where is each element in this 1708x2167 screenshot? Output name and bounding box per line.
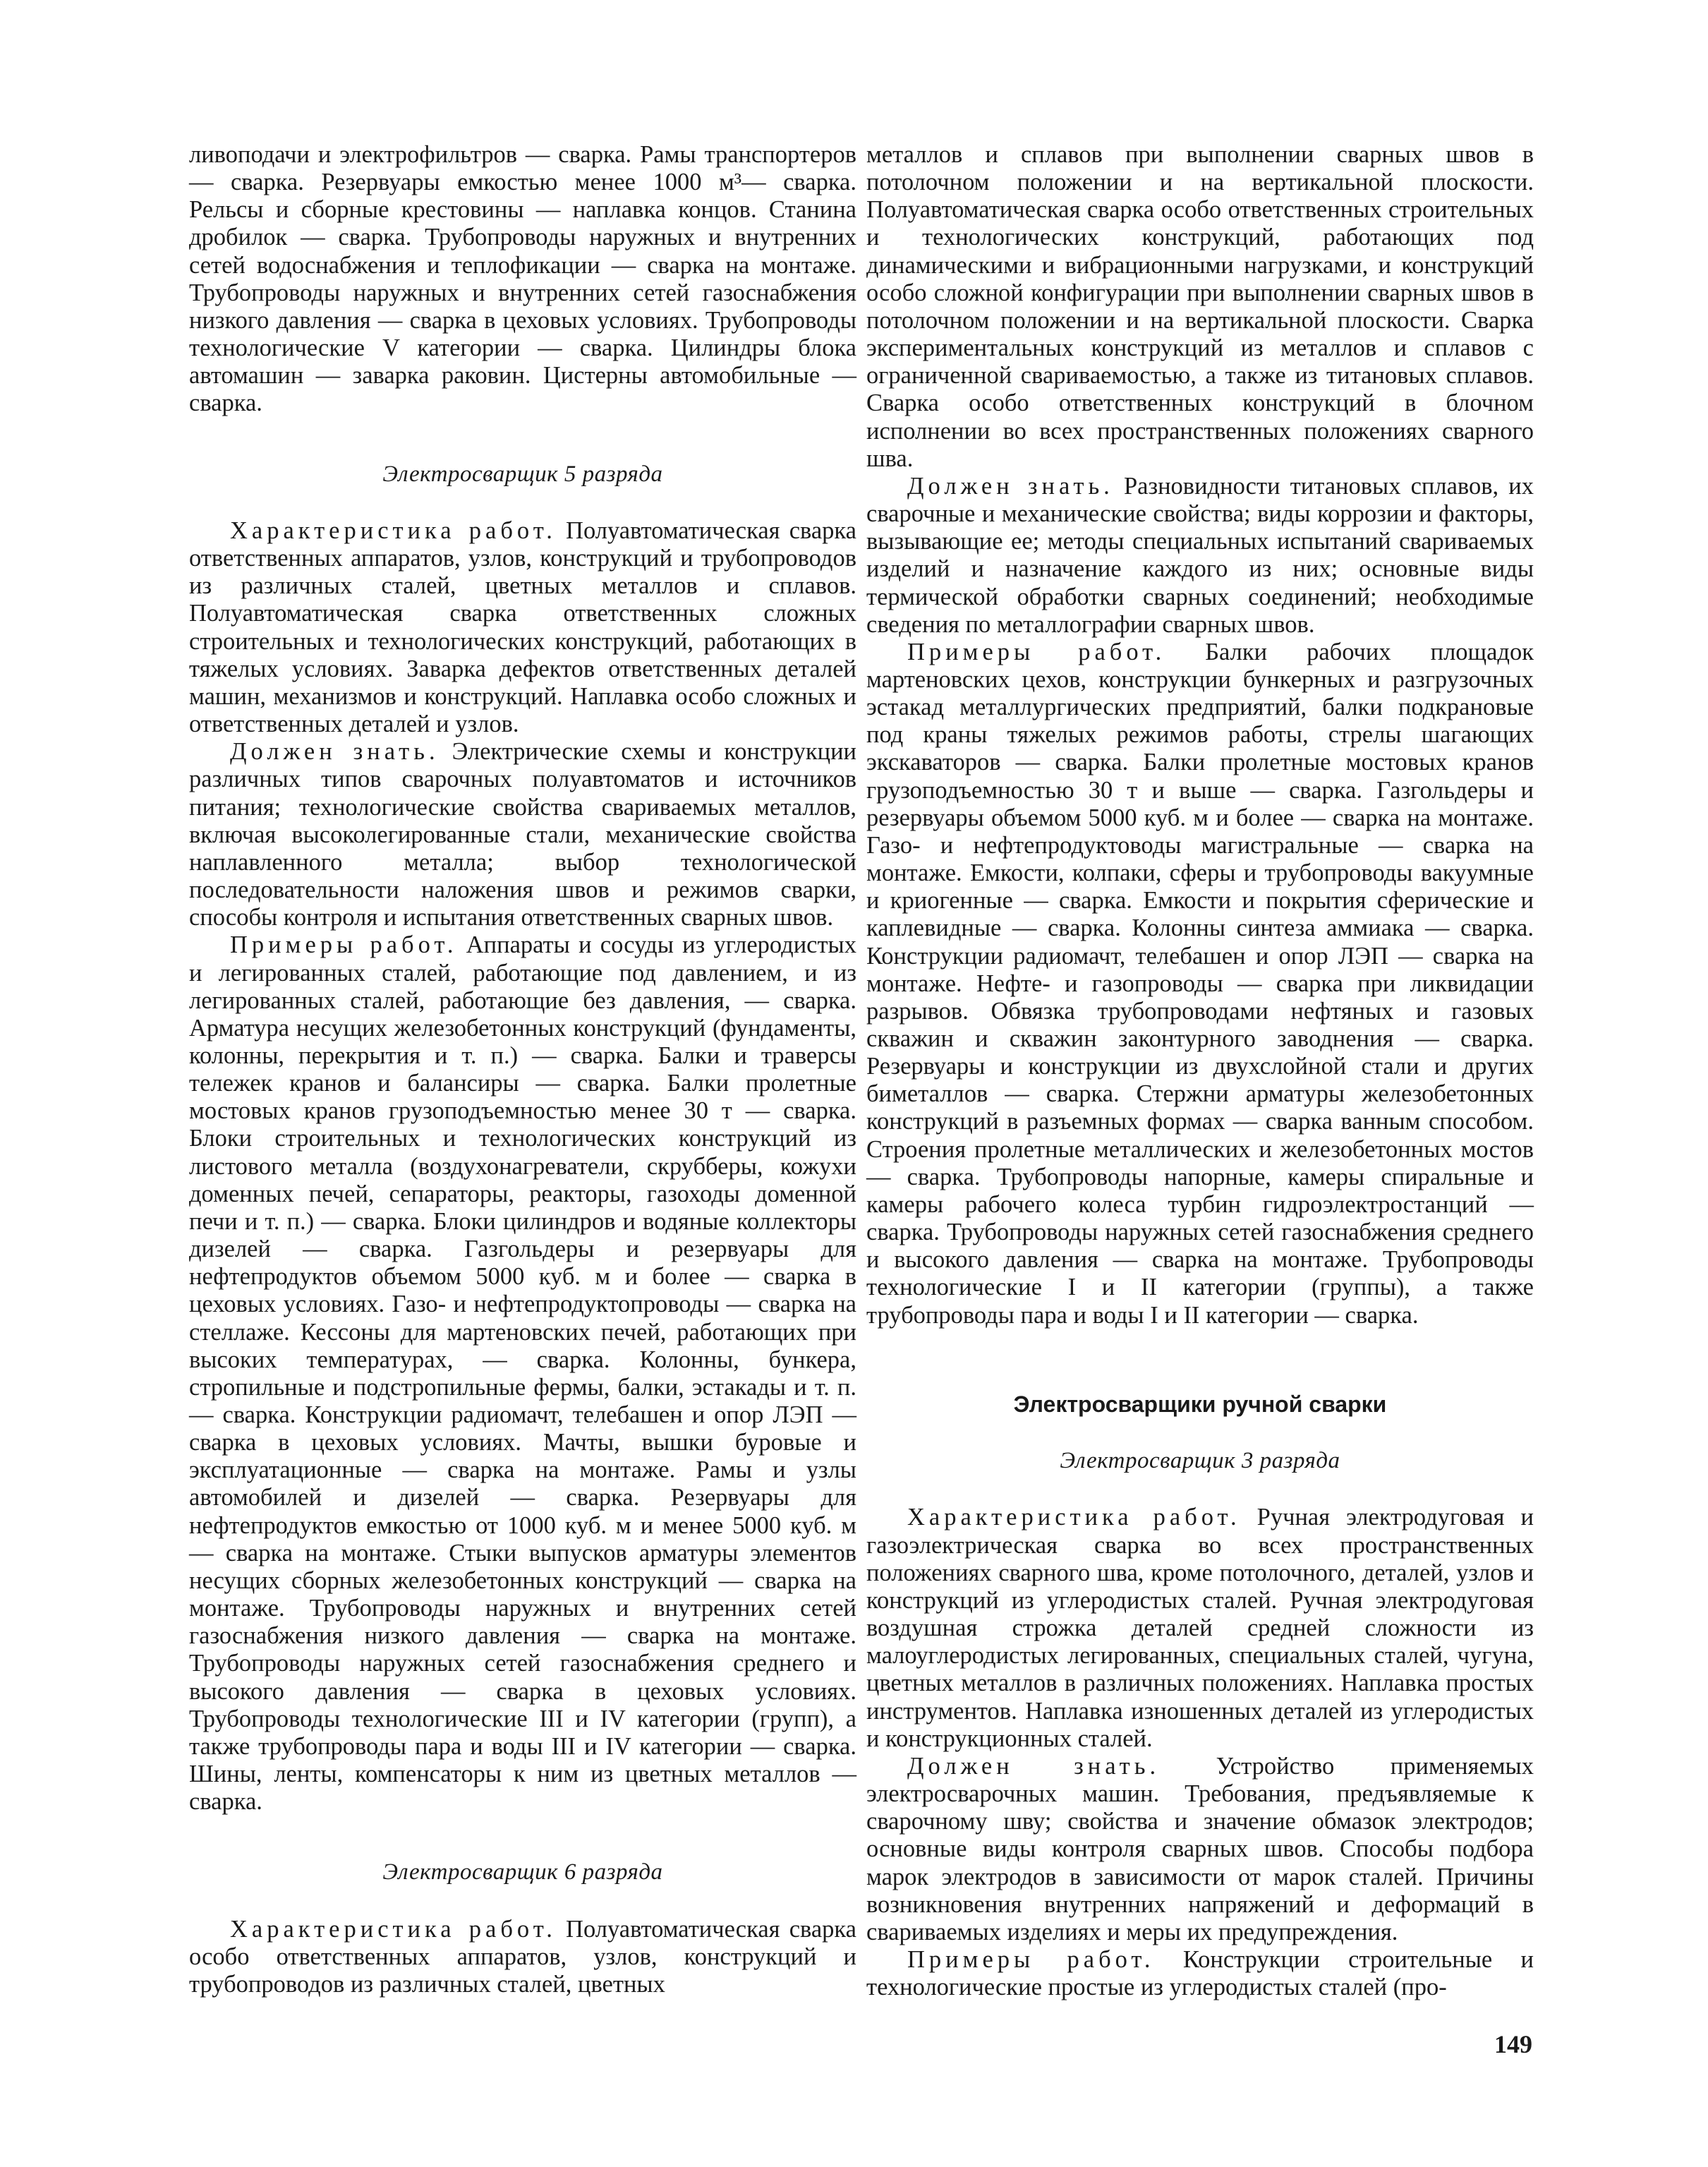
grade-6-characteristics	[189, 1916, 856, 1998]
left-column	[189, 141, 856, 1998]
characteristics-label: Характеристика работ.	[230, 1915, 557, 1943]
grade-6-characteristics-continued: металлов и сплавов при выполнении сварных швов в потолочном положении и на вертикальной плоскости. Полуавтоматическая сварка особо ответственных строительных и технологических конструкций, работающих под динамическими и вибрационными нагрузками, и конструкций особо сложной конфигурации при выполнении сварных швов в потолочном положении и на вертикальной плоскости. Сварка экспериментальных конструкций из металлов и сплавов с ограниченной свариваемостью, а также из титановых сплавов. Сварка особо ответственных конструкций в блочном исполнении во всех пространственных положениях сварного шва.	[866, 141, 1534, 472]
page-number: 149	[1494, 2030, 1532, 2058]
characteristics-text: Ручная электродуговая и газоэлектрическая сварка во всех пространственных положениях сварного шва, кроме потолочного, деталей, узлов и конструкций из углеродистых сталей. Ручная электродуговая воздушная строжка деталей средней сложности из малоуглеродистых легированных, специальных сталей, чугуна, цветных металлов в различных положениях. Наплавка простых инструментов. Наплавка изношенных деталей из углеродистых и конструкционных сталей.	[866, 1504, 1534, 1752]
knowledge-text: Электрические схемы и конструкции различных типов сварочных полуавтоматов и источников питания; технологические свойства свариваемых металлов, включая высоколегированные стали, механические свойства наплавленного металла; выбор технологической последовательности наложения швов и режимов сварки, способы контроля и испытания ответственных сварных швов.	[189, 738, 856, 931]
grade-6-knowledge	[866, 473, 1534, 639]
grade-5-characteristics	[189, 517, 856, 738]
characteristics-text: Полуавтоматическая сварка особо ответственных аппаратов, узлов, конструкций и трубопроводов из различных сталей, цветных	[189, 1915, 856, 1998]
grade-3-characteristics	[866, 1504, 1534, 1752]
examples-label: Примеры работ.	[907, 1945, 1155, 1973]
characteristics-text: Полуавтоматическая сварка ответственных аппаратов, узлов, конструкций и трубопроводов из различных сталей, цветных металлов и сплавов. Полуавтоматическая сварка ответственных сложных строительных и технологических конструкций, работающих в тяжелых условиях. Заварка дефектов ответственных деталей машин, механизмов и конструкций. Наплавка особо сложных и ответственных деталей и узлов.	[189, 517, 856, 738]
examples-label: Примеры работ.	[230, 931, 458, 959]
knowledge-label: Должен знать.	[907, 472, 1114, 500]
grade-5-heading: Электросварщик 5 разряда	[382, 461, 663, 487]
examples-label: Примеры работ.	[907, 638, 1166, 665]
grade-3-heading: Электросварщик 3 разряда	[1060, 1448, 1340, 1474]
examples-text: Конструкции строительные и технологические простые из углеродистых сталей (про-	[866, 1945, 1534, 2001]
knowledge-label: Должен знать.	[230, 738, 440, 766]
section-heading: Электросварщики ручной сварки	[1013, 1391, 1387, 1417]
examples-text: Балки рабочих площадок мартеновских цехов, конструкции бункерных и разгрузочных эстакад металлургических предприятий, балки подкрановые под краны тяжелых режимов работы, стрелы шагающих экскаваторов — сварка. Балки пролетные мостовых кранов грузоподъемностью 30 т и выше — сварка. Газгольдеры и резервуары объемом 5000 куб. м и более — сварка на монтаже. Газо- и нефтепродуктоводы магистральные — сварка на монтаже. Емкости, колпаки, сферы и трубопроводы вакуумные и криогенные — сварка. Емкости и покрытия сферические и каплевидные — сварка. Колонны синтеза аммиака — сварка. Конструкции радиомачт, телебашен и опор ЛЭП — сварка на монтаже. Нефте- и газопроводы — сварка при ликвидации разрывов. Обвязка трубопроводами нефтяных и газовых скважин и скважин законтурного заводнения — сварка. Резервуары и конструкции из двухслойной стали и других биметаллов — сварка. Стержни арматуры железобетонных конструкций в разъемных формах — сварка ванным способом. Строения пролетные металлических и железобетонных мостов — сварка. Трубопроводы напорные, камеры спиральные и камеры рабочего колеса турбин гидроэлектростанций — сварка. Трубопроводы наружных сетей газоснабжения среднего и высокого давления — сварка на монтаже. Трубопроводы технологические I и II категории (группы), а также трубопроводы пара и воды I и II категории — сварка.	[866, 638, 1534, 1329]
right-column	[866, 141, 1534, 2001]
examples-text: Аппараты и сосуды из углеродистых и легированных сталей, работающие под давлением, и из легированных сталей, работающие без давления, — сварка. Арматура несущих железобетонных конструкций (фундаменты, колонны, перекрытия и т. п.) — сварка. Балки и траверсы тележек кранов и балансиры — сварка. Балки пролетные мостовых кранов грузоподъемностью менее 30 т — сварка. Блоки строительных и технологических конструкций из листового металла (воздухонагреватели, скрубберы, кожухи доменных печей, сепараторы, реакторы, газоходы доменной печи и т. п.) — сварка. Блоки цилиндров и водяные коллекторы дизелей — сварка. Газгольдеры и резервуары для нефтепродуктов объемом 5000 куб. м и более — сварка в цеховых условиях. Газо- и нефтепродуктопроводы — сварка на стеллаже. Кессоны для мартеновских печей, работающих при высоких температурах, — сварка. Колонны, бункера, стропильные и подстропильные фермы, балки, эстакады и т. п. — сварка. Конструкции радиомачт, телебашен и опор ЛЭП — сварка в цеховых условиях. Мачты, вышки буровые и эксплуатационные — сварка на монтаже. Рамы и узлы автомобилей и дизелей — сварка. Резервуары для нефтепродуктов емкостью от 1000 куб. м и менее 5000 куб. м — сварка на монтаже. Стыки выпусков арматуры элементов несущих сборных железобетонных конструкций — сварка на монтаже. Трубопроводы наружных и внутренних сетей газоснабжения низкого давления — сварка на монтаже. Трубопроводы наружных сетей газоснабжения среднего и высокого давления — сварка в цеховых условиях. Трубопроводы технологические III и IV категории (групп), а также трубопроводы пара и воды III и IV категории — сварка. Шины, ленты, компенсаторы к ним из цветных металлов — сварка.	[189, 931, 856, 1816]
knowledge-label: Должен знать.	[907, 1752, 1161, 1780]
continued-paragraph: ливоподачи и электрофильтров — сварка. Рамы транспортеров — сварка. Резервуары емкостью менее 1000 м³— сварка. Рельсы и сборные крестовины — наплавка концов. Станина дробилок — сварка. Трубопроводы наружных и внутренних сетей водоснабжения и теплофикации — сварка на монтаже. Трубопроводы наружных и внутренних сетей газоснабжения низкого давления — сварка в цеховых условиях. Трубопроводы технологические V категории — сварка. Цилиндры блока автомашин — заварка раковин. Цистерны автомобильные — сварка.	[189, 141, 856, 417]
characteristics-label: Характеристика работ.	[230, 517, 557, 545]
knowledge-text: Разновидности титановых сплавов, их сварочные и механические свойства; виды коррозии и факторы, вызывающие ее; методы специальных испытаний свариваемых изделий и назначение каждого из них; основные виды термической обработки сварных соединений; необходимые сведения по металлографии сварных швов.	[866, 472, 1534, 638]
knowledge-text: Устройство применяемых электросварочных машин. Требования, предъявляемые к сварочному шву; свойства и значение обмазок электродов; основные виды контроля сварных швов. Способы подбора марок электродов в зависимости от марок сталей. Причины возникновения внутренних напряжений и деформаций в свариваемых изделиях и меры их предупреждения.	[866, 1752, 1534, 1945]
grade-5-examples	[189, 931, 856, 1816]
grade-5-knowledge	[189, 738, 856, 931]
grade-6-heading: Электросварщик 6 разряда	[382, 1859, 663, 1885]
grade-6-examples	[866, 639, 1534, 1329]
grade-3-knowledge	[866, 1753, 1534, 1946]
grade-3-examples	[866, 1946, 1534, 2001]
characteristics-label: Характеристика работ.	[907, 1504, 1241, 1531]
